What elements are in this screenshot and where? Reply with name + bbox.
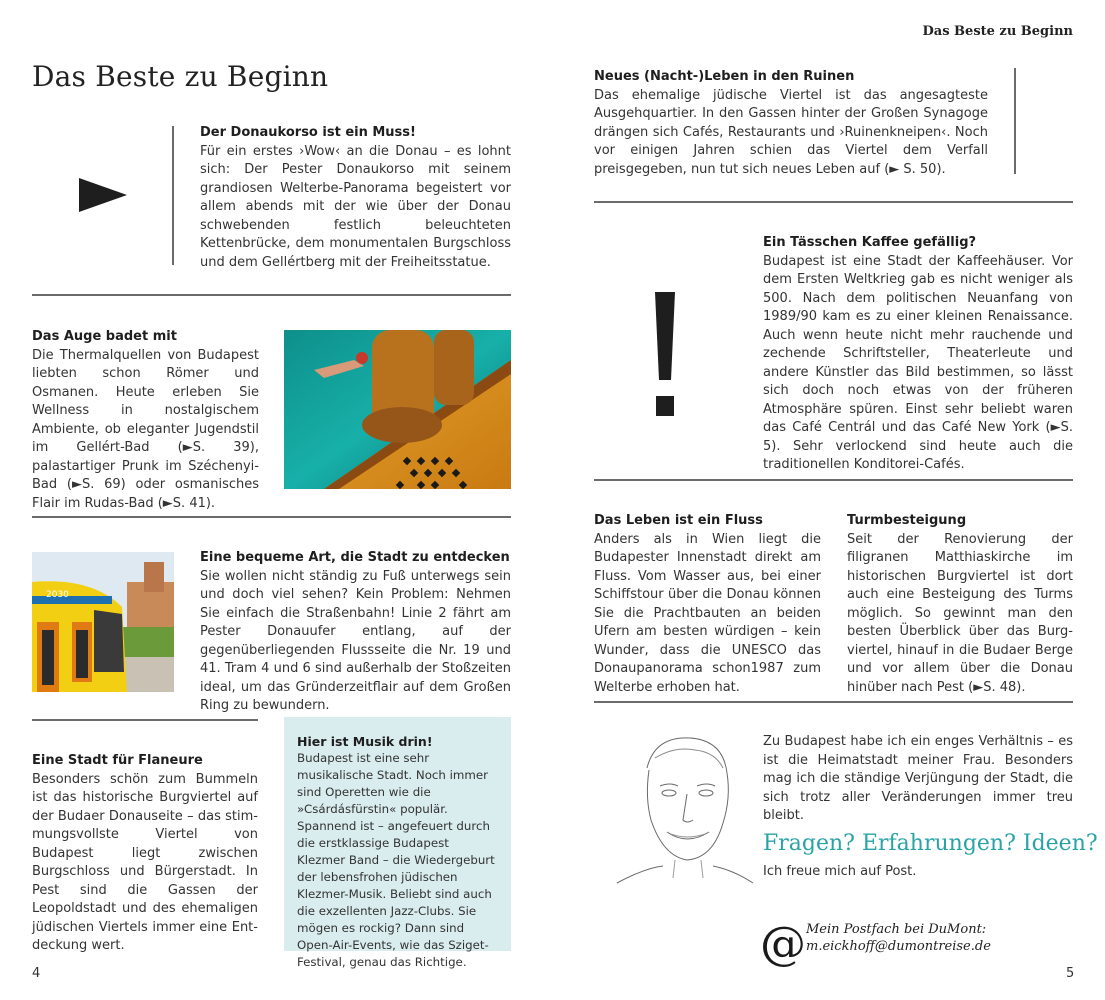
musik-title: Hier ist Musik drin!: [297, 734, 433, 749]
author-sketch-portrait: [615, 728, 755, 888]
thermal-bath-photo: [284, 330, 511, 489]
horizontal-divider: [594, 479, 1073, 481]
author-intro: Zu Budapest habe ich ein enges Verhältnis – es ist die Heimatstadt meiner Frau. Besonders mag ich die ständige Verjüngung der Stadt, die sich trotz aller Veränderungen immer treu bleibt.: [763, 734, 1073, 823]
tram-title: Eine bequeme Art, die Stadt zu entdecken: [200, 550, 510, 565]
musik-body: Budapest ist eine sehr musikalische Stadt. Noch immer sind Operetten wie die »Csárdásfürstin« populär. Spannend ist – angefeuert durch die erstklassige Budapest Klezmer Band – die Wiedergeburt der lebensfrohen jüdischen Klezmer-Musik. Beliebt sind auch die exzellenten Jazz-Clubs. Sie mögen es rockig? Dann sind Open-Air-Events, wie das Sziget-Festival, genau das Richtige.: [297, 751, 495, 969]
exclamation-icon: [655, 292, 677, 416]
running-head: Das Beste zu Beginn: [922, 24, 1073, 39]
contact-heading: Fragen? Erfahrungen? Ideen?: [763, 831, 1098, 856]
fluss-body: Anders als in Wien liegt die Budapester Innenstadt direkt am Fluss. Vom Wasser aus, bei einer Schiffstour über die Donau können Sie die Prachtbauten an beiden Ufern am besten würdigen – kein Wunder, dass die UNESCO das Donaupanorama schon1987 zum Welterbe erhoben hat.: [594, 531, 821, 695]
turm-title: Turmbesteigung: [847, 513, 967, 528]
flaneure-title: Eine Stadt für Flaneure: [32, 753, 203, 768]
arrow-right-icon: [79, 178, 127, 212]
email-address[interactable]: m.eickhoff@dumontreise.de: [806, 939, 991, 954]
auge-title: Das Auge badet mit: [32, 329, 177, 344]
email-at-icon: @: [760, 916, 806, 970]
music-info-box: [284, 717, 511, 969]
donaukorso-title: Der Donaukorso ist ein Muss!: [200, 125, 416, 140]
mailbox-label: Mein Postfach bei DuMont:: [806, 922, 987, 937]
tram-number: 2030: [46, 590, 69, 600]
vertical-divider: [1014, 68, 1016, 174]
tram-block: [200, 549, 511, 716]
contact-subline: Ich freue mich auf Post.: [763, 864, 917, 879]
horizontal-divider: [32, 516, 511, 518]
page-title: Das Beste zu Beginn: [32, 60, 329, 93]
horizontal-divider: [594, 201, 1073, 203]
kaffee-body: Budapest ist eine Stadt der Kaffeehäuser. Vor dem Ersten Weltkrieg gab es nicht weniger als 500. Nach dem politischen Neuanfang von 1989/90 kam es zu einer kleinen Renaissance. Auch wenn heute nicht mehr rauchende und zechende Schriftsteller, Theaterleute und andere Künstler das Bild bestimmen, so lässt sich doch noch etwas von der früheren Atmosphäre spüren. Einst sehr beliebt waren das Café Centrál und das Café New York (►S. 5). Sehr verlockend sind heute auch die traditionellen Konditorei-Cafés.: [763, 253, 1073, 472]
donaukorso-block: [200, 124, 511, 272]
fluss-title: Das Leben ist ein Fluss: [594, 513, 763, 528]
flaneure-body: Besonders schön zum Bummeln ist das historische Burgviertel auf der Budaer Donauseite – das stimmungsvollste Viertel von Budapest liegt zwischen Burgschloss und Bürgerstadt. In Pest sind die Gassen der Leopoldstadt und des ehemaligen jüdischen Viertels immer eine Entdeckung wert.: [32, 771, 258, 953]
turm-block: [847, 512, 1073, 697]
page-number-right: 5: [1066, 966, 1075, 981]
turm-body: Seit der Renovierung der filigranen Matthiaskirche im historischen Burgviertel ist dort auch eine Besteigung des Turms möglich. So gewinnt man den besten Überblick über das Burgviertel, hinauf in die Budaer Berge und vor allem über die Donau hinüber nach Pest (►S. 48).: [847, 531, 1073, 695]
horizontal-divider: [32, 719, 258, 721]
nachtleben-title: Neues (Nacht-)Leben in den Ruinen: [594, 69, 855, 84]
donaukorso-body: Für ein erstes ›Wow‹ an die Donau – es lohnt sich: Der Pester Donaukorso mit seinem grandiosen Welterbe-Panorama begeistert vor allem abends mit der wie über der Donau schwebenden festlich beleuchteten Kettenbrücke, dem monumentalen Burgschloss und dem Gellértberg mit der Freiheitsstatue.: [200, 143, 511, 270]
auge-body: Die Thermalquellen von Budapest liebten schon Römer und Osmanen. Heute erleben Sie Wellness in nostalgischem Ambiente, ob eleganter Jugendstil im Gellért-Bad (►S. 39), palastartiger Prunk im Széchenyi-Bad (►S. 69) oder osmanisches Flair im Rudas-Bad (►S. 41).: [32, 347, 259, 511]
horizontal-divider: [594, 701, 1073, 703]
email-block: [806, 921, 991, 955]
kaffee-block: [763, 234, 1073, 475]
flaneure-block: [32, 752, 258, 956]
nachtleben-block: [594, 68, 988, 179]
tram-body: Sie wollen nicht ständig zu Fuß unterwegs sein und doch viel sehen? Kein Problem: Nehmen Sie einfach die Straßenbahn! Linie 2 fährt am Pester Donauufer entlang, auf der gegenüberliegenden Flussseite die Nr. 19 und 41. Tram 4 und 6 sind außerhalb der Stoßzeiten ideal, um das Gründerzeitflair auf dem Großen Ring zu bewundern.: [200, 568, 511, 713]
fluss-block: [594, 512, 821, 697]
auge-block: [32, 328, 259, 513]
page-number-left: 4: [32, 966, 41, 981]
nachtleben-body: Das ehemalige jüdische Viertel ist das angesagteste Ausgehquartier. In den Gassen hinter der Großen Synagoge drängen sich Cafés, Restaurants und ›Ruinenkneipen‹. Noch vor einigen Jahren schien das Viertel dem Verfall preisgegeben, nun tut sich neues Leben auf (► S. 50).: [594, 87, 988, 177]
tram-photo: [32, 552, 174, 692]
vertical-divider: [172, 126, 174, 265]
horizontal-divider: [32, 294, 511, 296]
kaffee-title: Ein Tässchen Kaffee gefällig?: [763, 235, 977, 250]
